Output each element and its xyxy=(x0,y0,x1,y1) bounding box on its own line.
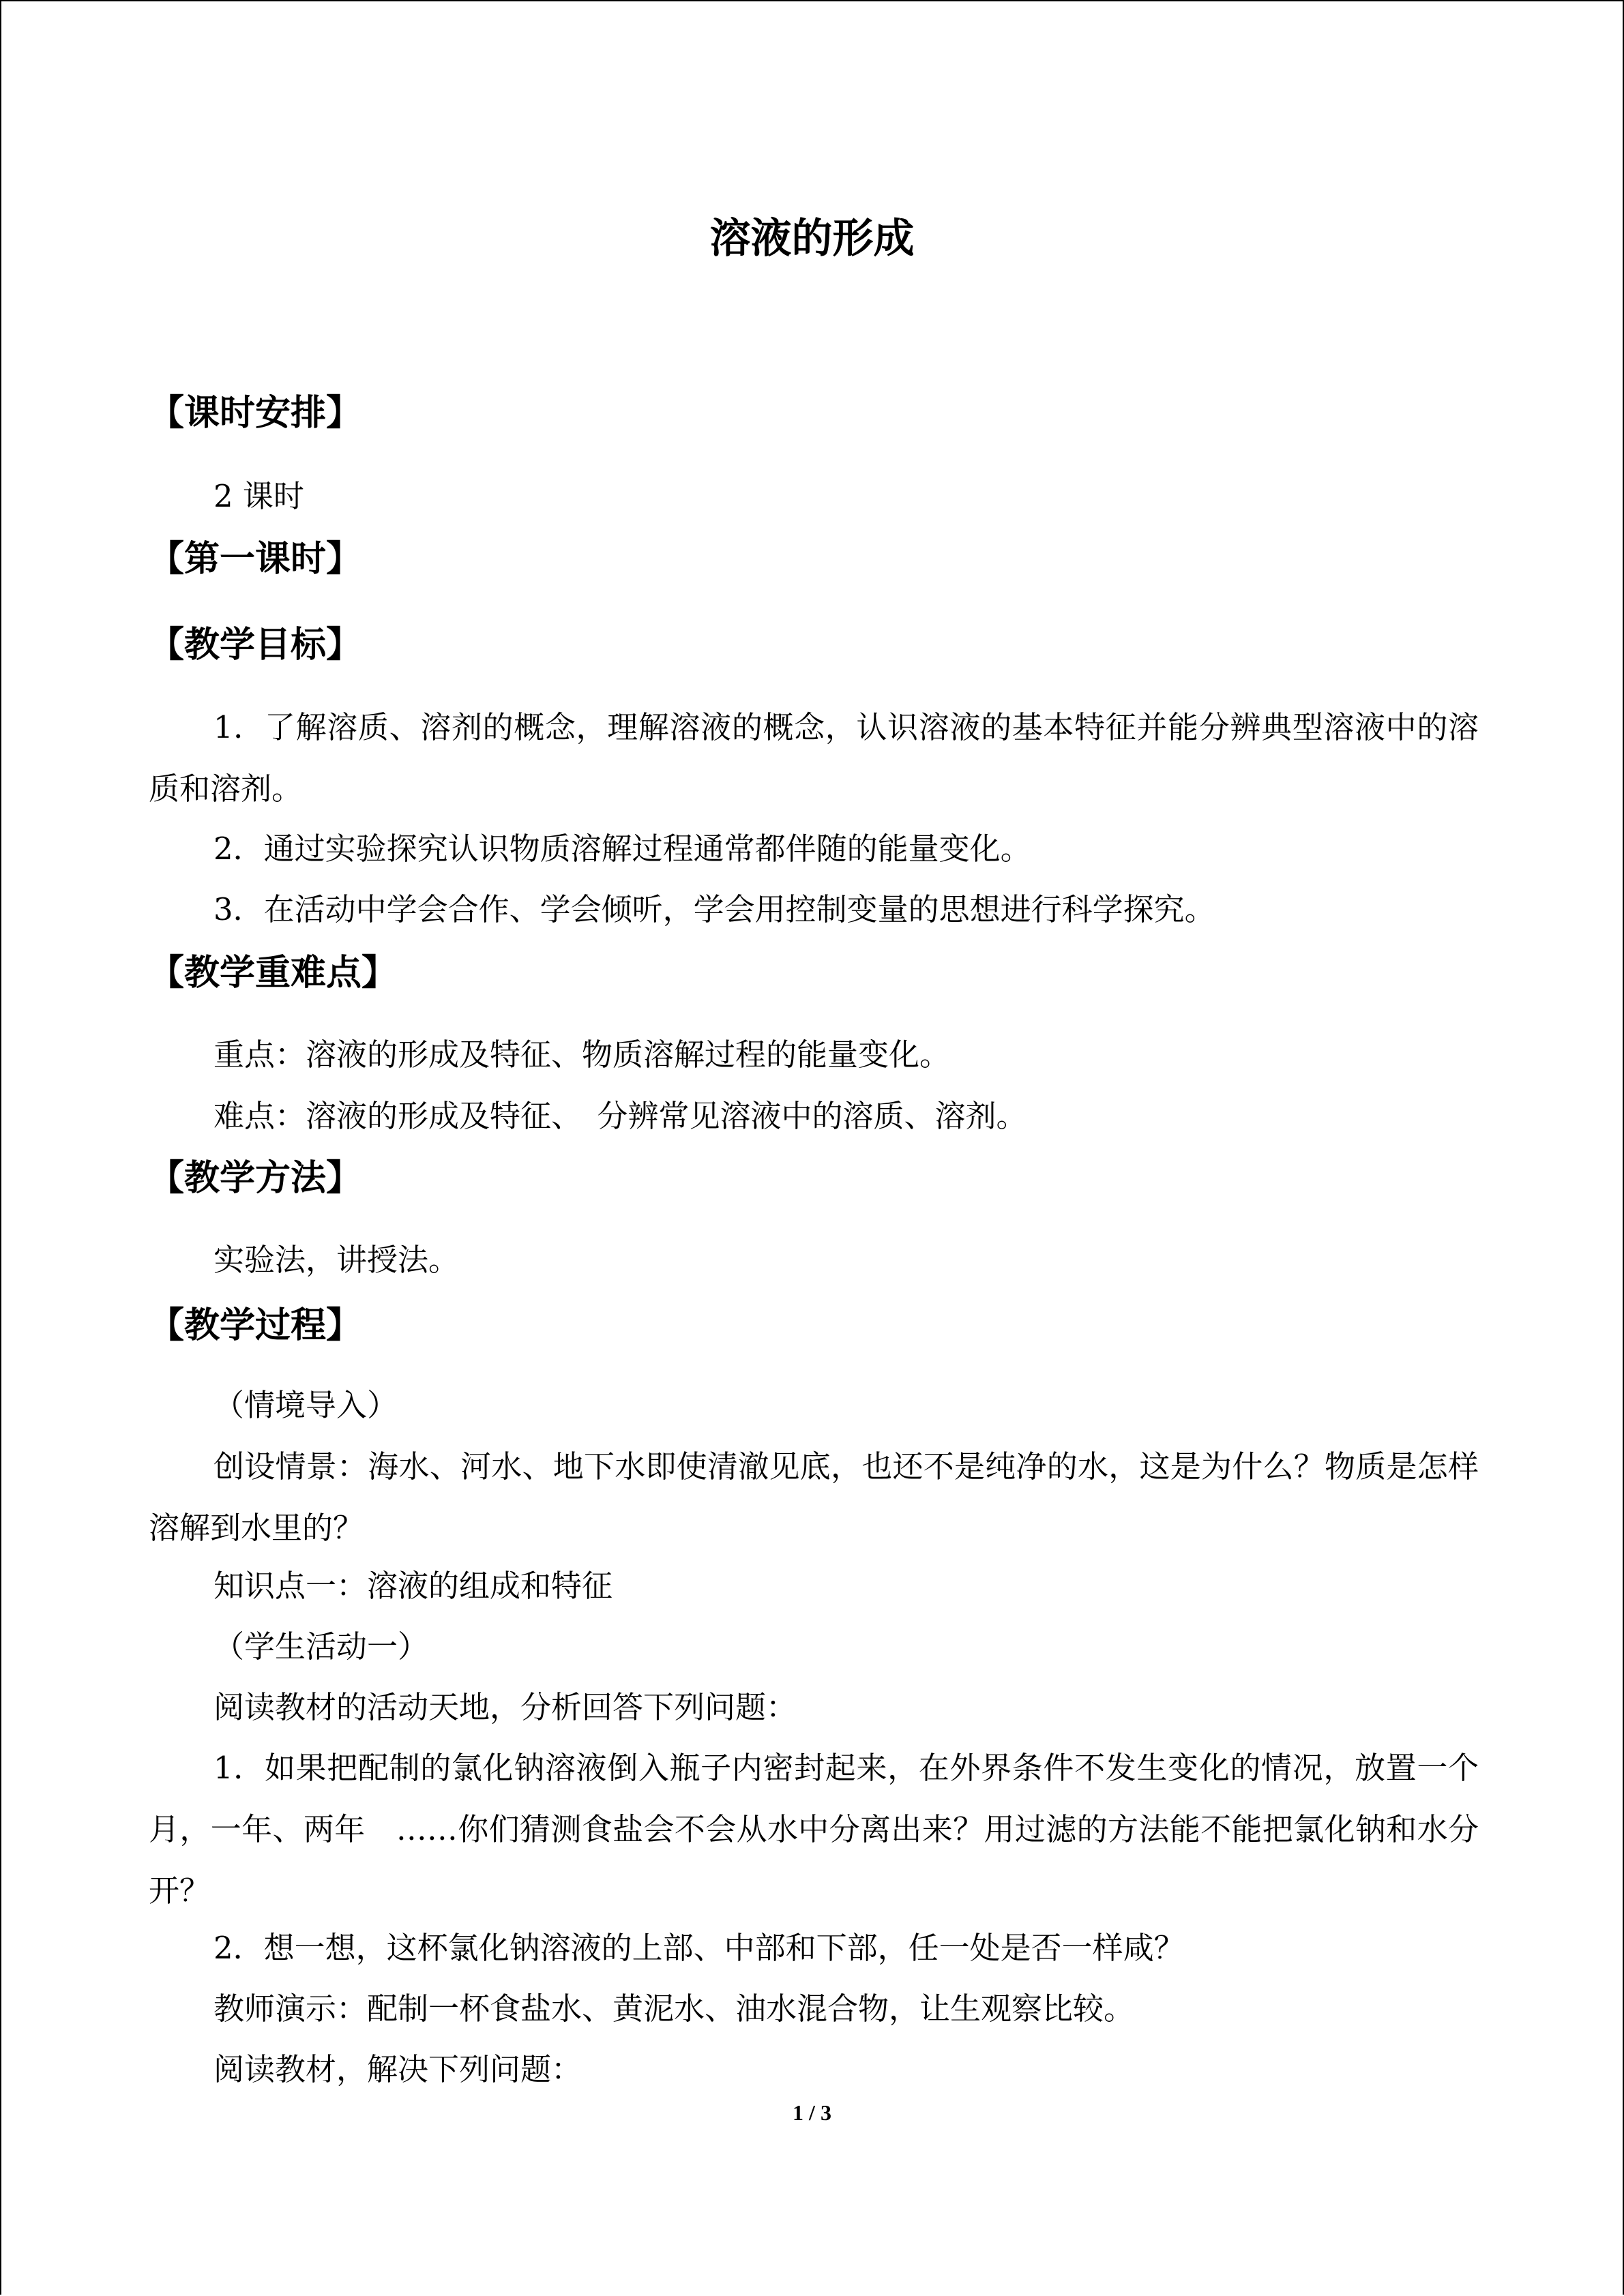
heading-key-difficult: 【教学重难点】 xyxy=(149,953,398,994)
heading-first-lesson: 【第一课时】 xyxy=(149,539,362,580)
key-point: 重点：溶液的形成及特征、物质溶解过程的能量变化。 xyxy=(213,1037,951,1073)
heading-schedule: 【课时安排】 xyxy=(149,393,362,434)
document-title: 溶液的形成 xyxy=(709,215,915,263)
method-text: 实验法，讲授法。 xyxy=(213,1242,460,1278)
knowledge-point-1: 知识点一：溶液的组成和特征 xyxy=(213,1568,613,1604)
question-2: 2．想一想，这杯氯化钠溶液的上部、中部和下部，任一处是否一样咸？ xyxy=(213,1930,1185,1966)
student-activity-1: （学生活动一） xyxy=(213,1628,429,1665)
read-textbook-2: 阅读教材，解决下列问题： xyxy=(213,2051,582,2087)
page-number: 1 / 3 xyxy=(793,2100,831,2125)
goal-2: 2．通过实验探究认识物质溶解过程通常都伴随的能量变化。 xyxy=(213,831,1031,867)
teacher-demo: 教师演示：配制一杯食盐水、黄泥水、油水混合物，让生观察比较。 xyxy=(213,1991,1135,2027)
schedule-text: 2 课时 xyxy=(213,478,304,514)
read-textbook: 阅读教材的活动天地，分析回答下列问题： xyxy=(213,1689,797,1725)
heading-teaching-process: 【教学过程】 xyxy=(149,1305,362,1346)
goal-1: 1．了解溶质、溶剂的概念，理解溶液的概念，认识溶液的基本特征并能分辨典型溶液中的溶质和溶剂。 xyxy=(149,709,1479,807)
heading-teaching-goals: 【教学目标】 xyxy=(149,625,362,666)
heading-teaching-method: 【教学方法】 xyxy=(149,1158,362,1199)
question-1: 1．如果把配制的氯化钠溶液倒入瓶子内密封起来，在外界条件不发生变化的情况，放置一个月，一年、两年 ……你们猜测食盐会不会从水中分离出来？用过滤的方法能不能把氯化钠和水分开？ xyxy=(149,1750,1479,1909)
goal-3: 3．在活动中学会合作、学会倾听，学会用控制变量的思想进行科学探究。 xyxy=(213,891,1215,927)
scene-paragraph: 创设情景：海水、河水、地下水即使清澈见底，也还不是纯净的水，这是为什么？物质是怎样溶解到水里的？ xyxy=(149,1448,1479,1546)
difficult-point: 难点：溶液的形成及特征、 分辨常见溶液中的溶质、溶剂。 xyxy=(213,1098,1027,1134)
intro-label: （情境导入） xyxy=(213,1387,398,1423)
